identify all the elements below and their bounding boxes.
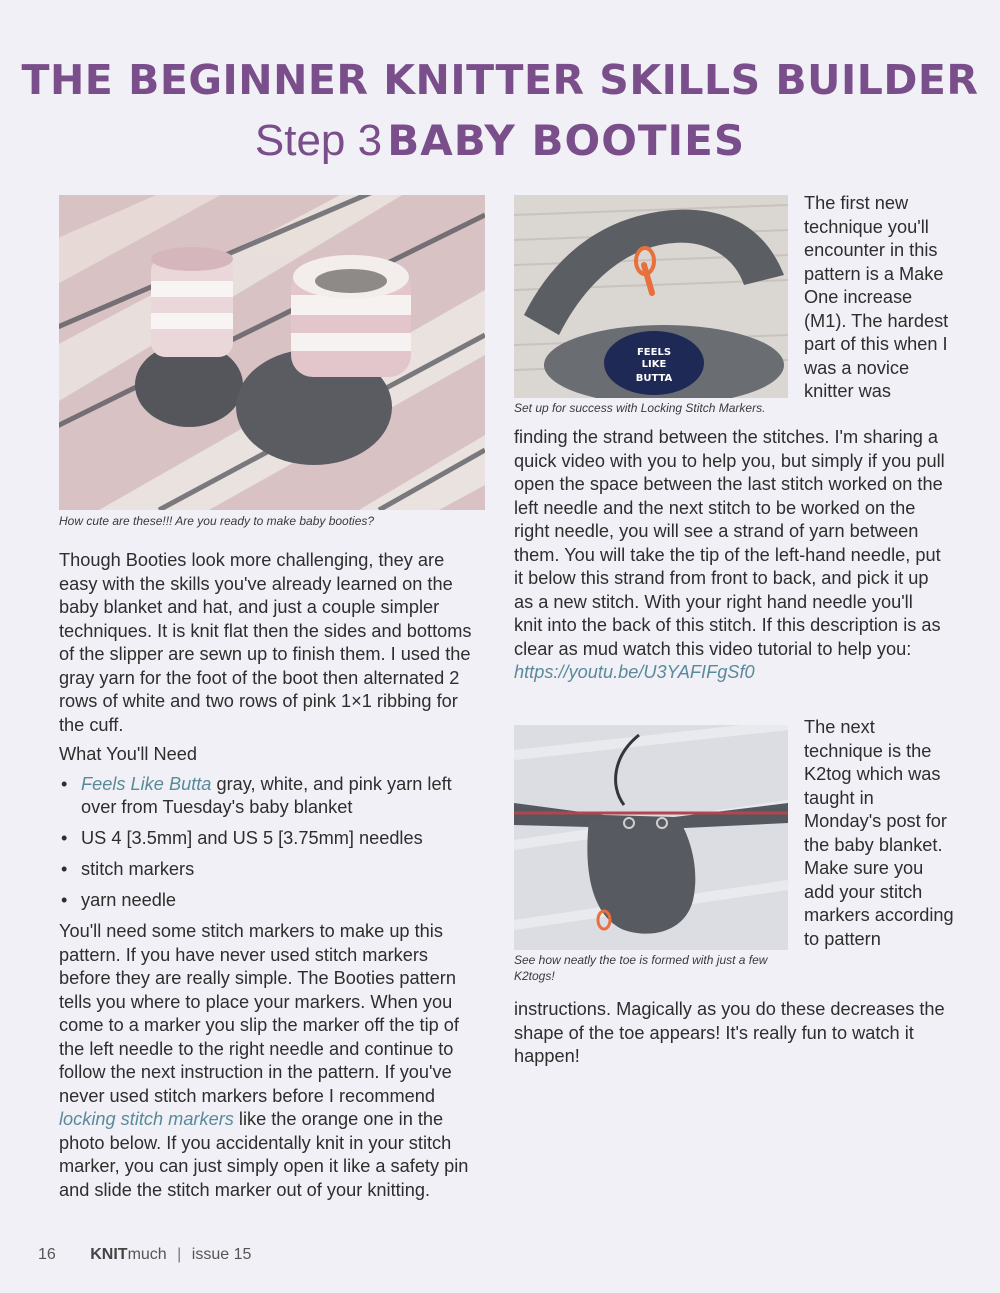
k2tog-wide-text: instructions. Magically as you do these decreases the shape of the toe appears! It's really fun to watch it happen!	[514, 999, 945, 1066]
brand-name-light: much	[127, 1246, 167, 1263]
step-label: Step 3	[254, 116, 383, 165]
list-item: • stitch markers	[59, 858, 484, 882]
toe-photo	[514, 725, 788, 950]
page-footer	[38, 1246, 251, 1264]
subtitle-label: BABY BOOTIES	[387, 116, 746, 165]
need-heading: What You'll Need	[59, 744, 197, 764]
svg-text:BUTTA: BUTTA	[635, 373, 673, 384]
booties-photo	[59, 195, 485, 510]
markers-paragraph: You'll need some stitch markers to make up this pattern. If you have never used stitch markers before they are really simple. The Booties pattern tells you where to place your markers. When you come to a marker you slip the marker off the tip of the left needle to the right needle and continue to follow the next instruction in the pattern. If you've never used stitch markers before I recommend locking stitch markers like the orange one in the photo below. If you accidentally knit in your stitch marker, you can just simply open it like a safety pin and slide the stitch marker out of your knitting.	[59, 921, 469, 1200]
toe-caption: See how neatly the toe is formed with just a few K2togs!	[514, 953, 768, 983]
list-item: • US 4 [3.5mm] and US 5 [3.75mm] needles	[59, 827, 484, 851]
supplies-list	[59, 773, 484, 913]
left-column	[59, 549, 484, 1208]
footer-separator: |	[177, 1246, 182, 1263]
svg-text:FEELS: FEELS	[636, 347, 672, 358]
page-title: THE BEGINNER KNITTER SKILLS BUILDER	[21, 56, 979, 104]
list-item: • Feels Like Butta gray, white, and pink yarn left over from Tuesday's baby blanket	[59, 773, 484, 820]
list-item: • yarn needle	[59, 889, 484, 913]
issue-label: issue 15	[191, 1246, 252, 1263]
brand-name: KNIT	[90, 1246, 128, 1263]
stitch-markers-photo	[514, 195, 788, 398]
intro-paragraph: Though Booties look more challenging, they are easy with the skills you've already learned on the baby blanket and hat, and just a couple simpler techniques. It is knit flat then the sides and bottoms of the slipper are sewn up to finish them. I used the gray yarn for the foot of the boot then alternated 2 rows of white and two rows of pink 1×1 ribbing for the cuff.	[59, 550, 472, 735]
video-link[interactable]: https://youtu.be/U3YAFIFgSf0	[514, 662, 755, 682]
m1-side-text: The first new technique you'll encounter in this pattern is a Make One increase (M1). The hardest part of this when I was a novice knitter was	[804, 193, 949, 401]
svg-text:LIKE: LIKE	[641, 359, 667, 370]
k2tog-side-text: The next technique is the K2tog which was taught in Monday's post for the baby blanket. Make sure you add your stitch markers according to pattern	[804, 717, 954, 949]
m1-wide-text: finding the strand between the stitches. I'm sharing a quick video with you to help you, but simply if you pull open the space between the last stitch worked on the left needle and the next stitch to be worked on the right needle, you will see a strand of yarn between them. You will take the tip of the left-hand needle, put it below this strand from front to back, and pick it up as a new stitch. With your right hand needle you'll knit into the back of this stitch. If this description is as clear as mud watch this video tutorial to help you: https://youtu.be/U3YAFIFgSf0	[514, 427, 945, 682]
feels-like-butta-link[interactable]: Feels Like Butta	[81, 773, 212, 794]
booties-caption: How cute are these!!! Are you ready to make baby booties?	[59, 514, 375, 528]
page-subtitle	[0, 116, 1000, 166]
markers-caption: Set up for success with Locking Stitch Markers.	[514, 401, 766, 415]
locking-markers-link[interactable]: locking stitch markers	[59, 1109, 234, 1129]
page-number: 16	[38, 1246, 56, 1263]
